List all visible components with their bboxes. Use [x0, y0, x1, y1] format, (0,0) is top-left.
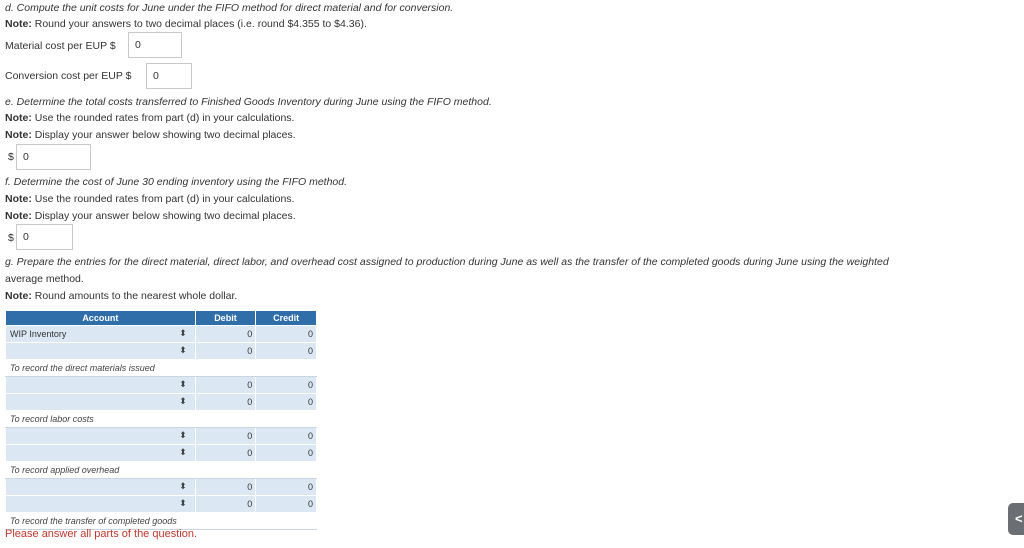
credit-input[interactable]: 0	[256, 343, 317, 360]
credit-input[interactable]: 0	[256, 479, 317, 496]
entry-note: To record applied overhead	[6, 462, 196, 479]
account-select[interactable]	[6, 479, 196, 496]
material-cost-label: Material cost per EUP $	[5, 40, 116, 52]
table-row	[6, 343, 317, 360]
credit-input[interactable]: 0	[256, 428, 317, 445]
part-e-prompt-text: e. Determine the total costs transferred to Finished Goods Inventory during June using the FIFO method.	[5, 96, 492, 108]
debit-input[interactable]: 0	[195, 394, 256, 411]
credit-input[interactable]: 0	[256, 377, 317, 394]
entry-note: To record the direct materials issued	[6, 360, 196, 377]
debit-input[interactable]: 0	[195, 343, 256, 360]
error-message: Please answer all parts of the question.	[5, 528, 198, 540]
account-select[interactable]	[6, 445, 196, 462]
entry-note-row	[6, 360, 317, 377]
table-row	[6, 496, 317, 513]
note-text: Round your answers to two decimal places (i.e. round $4.355 to $4.36).	[31, 18, 367, 30]
select-arrows-icon: ⬍	[179, 379, 187, 389]
table-row	[6, 445, 317, 462]
debit-input[interactable]: 0	[195, 377, 256, 394]
ending-inventory-input[interactable]: 0	[16, 224, 73, 250]
select-arrows-icon: ⬍	[179, 396, 187, 406]
part-e-prompt	[5, 96, 492, 108]
journal-entry-table	[5, 310, 317, 530]
select-arrows-icon: ⬍	[179, 328, 187, 338]
credit-input[interactable]: 0	[256, 326, 317, 343]
table-row	[6, 326, 317, 343]
part-g-note	[5, 290, 237, 302]
account-header: Account	[6, 311, 196, 326]
note-text: Display your answer below showing two decimal places.	[31, 210, 296, 222]
note-text: Display your answer below showing two decimal places.	[31, 129, 296, 141]
part-e-note-2	[5, 129, 296, 141]
note-label: Note:	[5, 18, 32, 30]
credit-header: Credit	[256, 311, 317, 326]
debit-input[interactable]: 0	[195, 445, 256, 462]
account-select[interactable]	[6, 394, 196, 411]
part-g-prompt-line1: g. Prepare the entries for the direct material, direct labor, and overhead cost assigned to production during June as well as the transfer of the completed goods during June using the weighted	[5, 256, 889, 268]
credit-input[interactable]: 0	[256, 496, 317, 513]
account-select[interactable]	[6, 343, 196, 360]
conversion-cost-label: Conversion cost per EUP $	[5, 70, 132, 82]
account-select[interactable]	[6, 496, 196, 513]
part-d-note	[5, 18, 367, 30]
part-d-prompt: d. Compute the unit costs for June under the FIFO method for direct material and for conversion.	[5, 2, 454, 14]
currency-symbol: $	[8, 151, 14, 163]
chevron-left-icon: <	[1015, 511, 1023, 526]
table-row	[6, 428, 317, 445]
currency-symbol: $	[8, 232, 14, 244]
debit-input[interactable]: 0	[195, 496, 256, 513]
select-arrows-icon: ⬍	[179, 345, 187, 355]
credit-input[interactable]: 0	[256, 394, 317, 411]
entry-note-row	[6, 513, 317, 530]
entry-note: To record the transfer of completed goods	[6, 513, 196, 530]
part-g-prompt-line2: average method.	[5, 273, 84, 285]
debit-header: Debit	[195, 311, 256, 326]
conversion-cost-input[interactable]: 0	[146, 63, 192, 89]
entry-note: To record labor costs	[6, 411, 196, 428]
note-text: Use the rounded rates from part (d) in your calculations.	[31, 193, 295, 205]
material-cost-input[interactable]: 0	[128, 32, 182, 58]
entry-note-row	[6, 462, 317, 479]
select-arrows-icon: ⬍	[179, 430, 187, 440]
credit-input[interactable]: 0	[256, 445, 317, 462]
table-row	[6, 479, 317, 496]
account-select[interactable]	[6, 428, 196, 445]
side-panel-toggle-button[interactable]	[1008, 503, 1024, 535]
table-row	[6, 377, 317, 394]
note-label: Note:	[5, 193, 32, 205]
part-f-note-1	[5, 193, 294, 205]
note-text: Use the rounded rates from part (d) in your calculations.	[31, 112, 295, 124]
part-e-note-1	[5, 112, 294, 124]
table-header-row	[6, 311, 317, 326]
note-label: Note:	[5, 210, 32, 222]
transferred-cost-input[interactable]: 0	[16, 144, 91, 170]
note-label: Note:	[5, 129, 32, 141]
table-row	[6, 394, 317, 411]
select-arrows-icon: ⬍	[179, 447, 187, 457]
note-label: Note:	[5, 112, 32, 124]
part-f-prompt-text: f. Determine the cost of June 30 ending inventory using the FIFO method.	[5, 176, 348, 188]
account-value: WIP Inventory	[10, 329, 67, 339]
debit-input[interactable]: 0	[195, 326, 256, 343]
entry-note-row	[6, 411, 317, 428]
part-f-note-2	[5, 210, 296, 222]
part-f-prompt	[5, 176, 347, 188]
account-select[interactable]	[6, 377, 196, 394]
note-text: Round amounts to the nearest whole dollar.	[31, 290, 238, 302]
debit-input[interactable]: 0	[195, 428, 256, 445]
select-arrows-icon: ⬍	[179, 481, 187, 491]
account-select[interactable]	[6, 326, 196, 343]
note-label: Note:	[5, 290, 32, 302]
debit-input[interactable]: 0	[195, 479, 256, 496]
select-arrows-icon: ⬍	[179, 498, 187, 508]
